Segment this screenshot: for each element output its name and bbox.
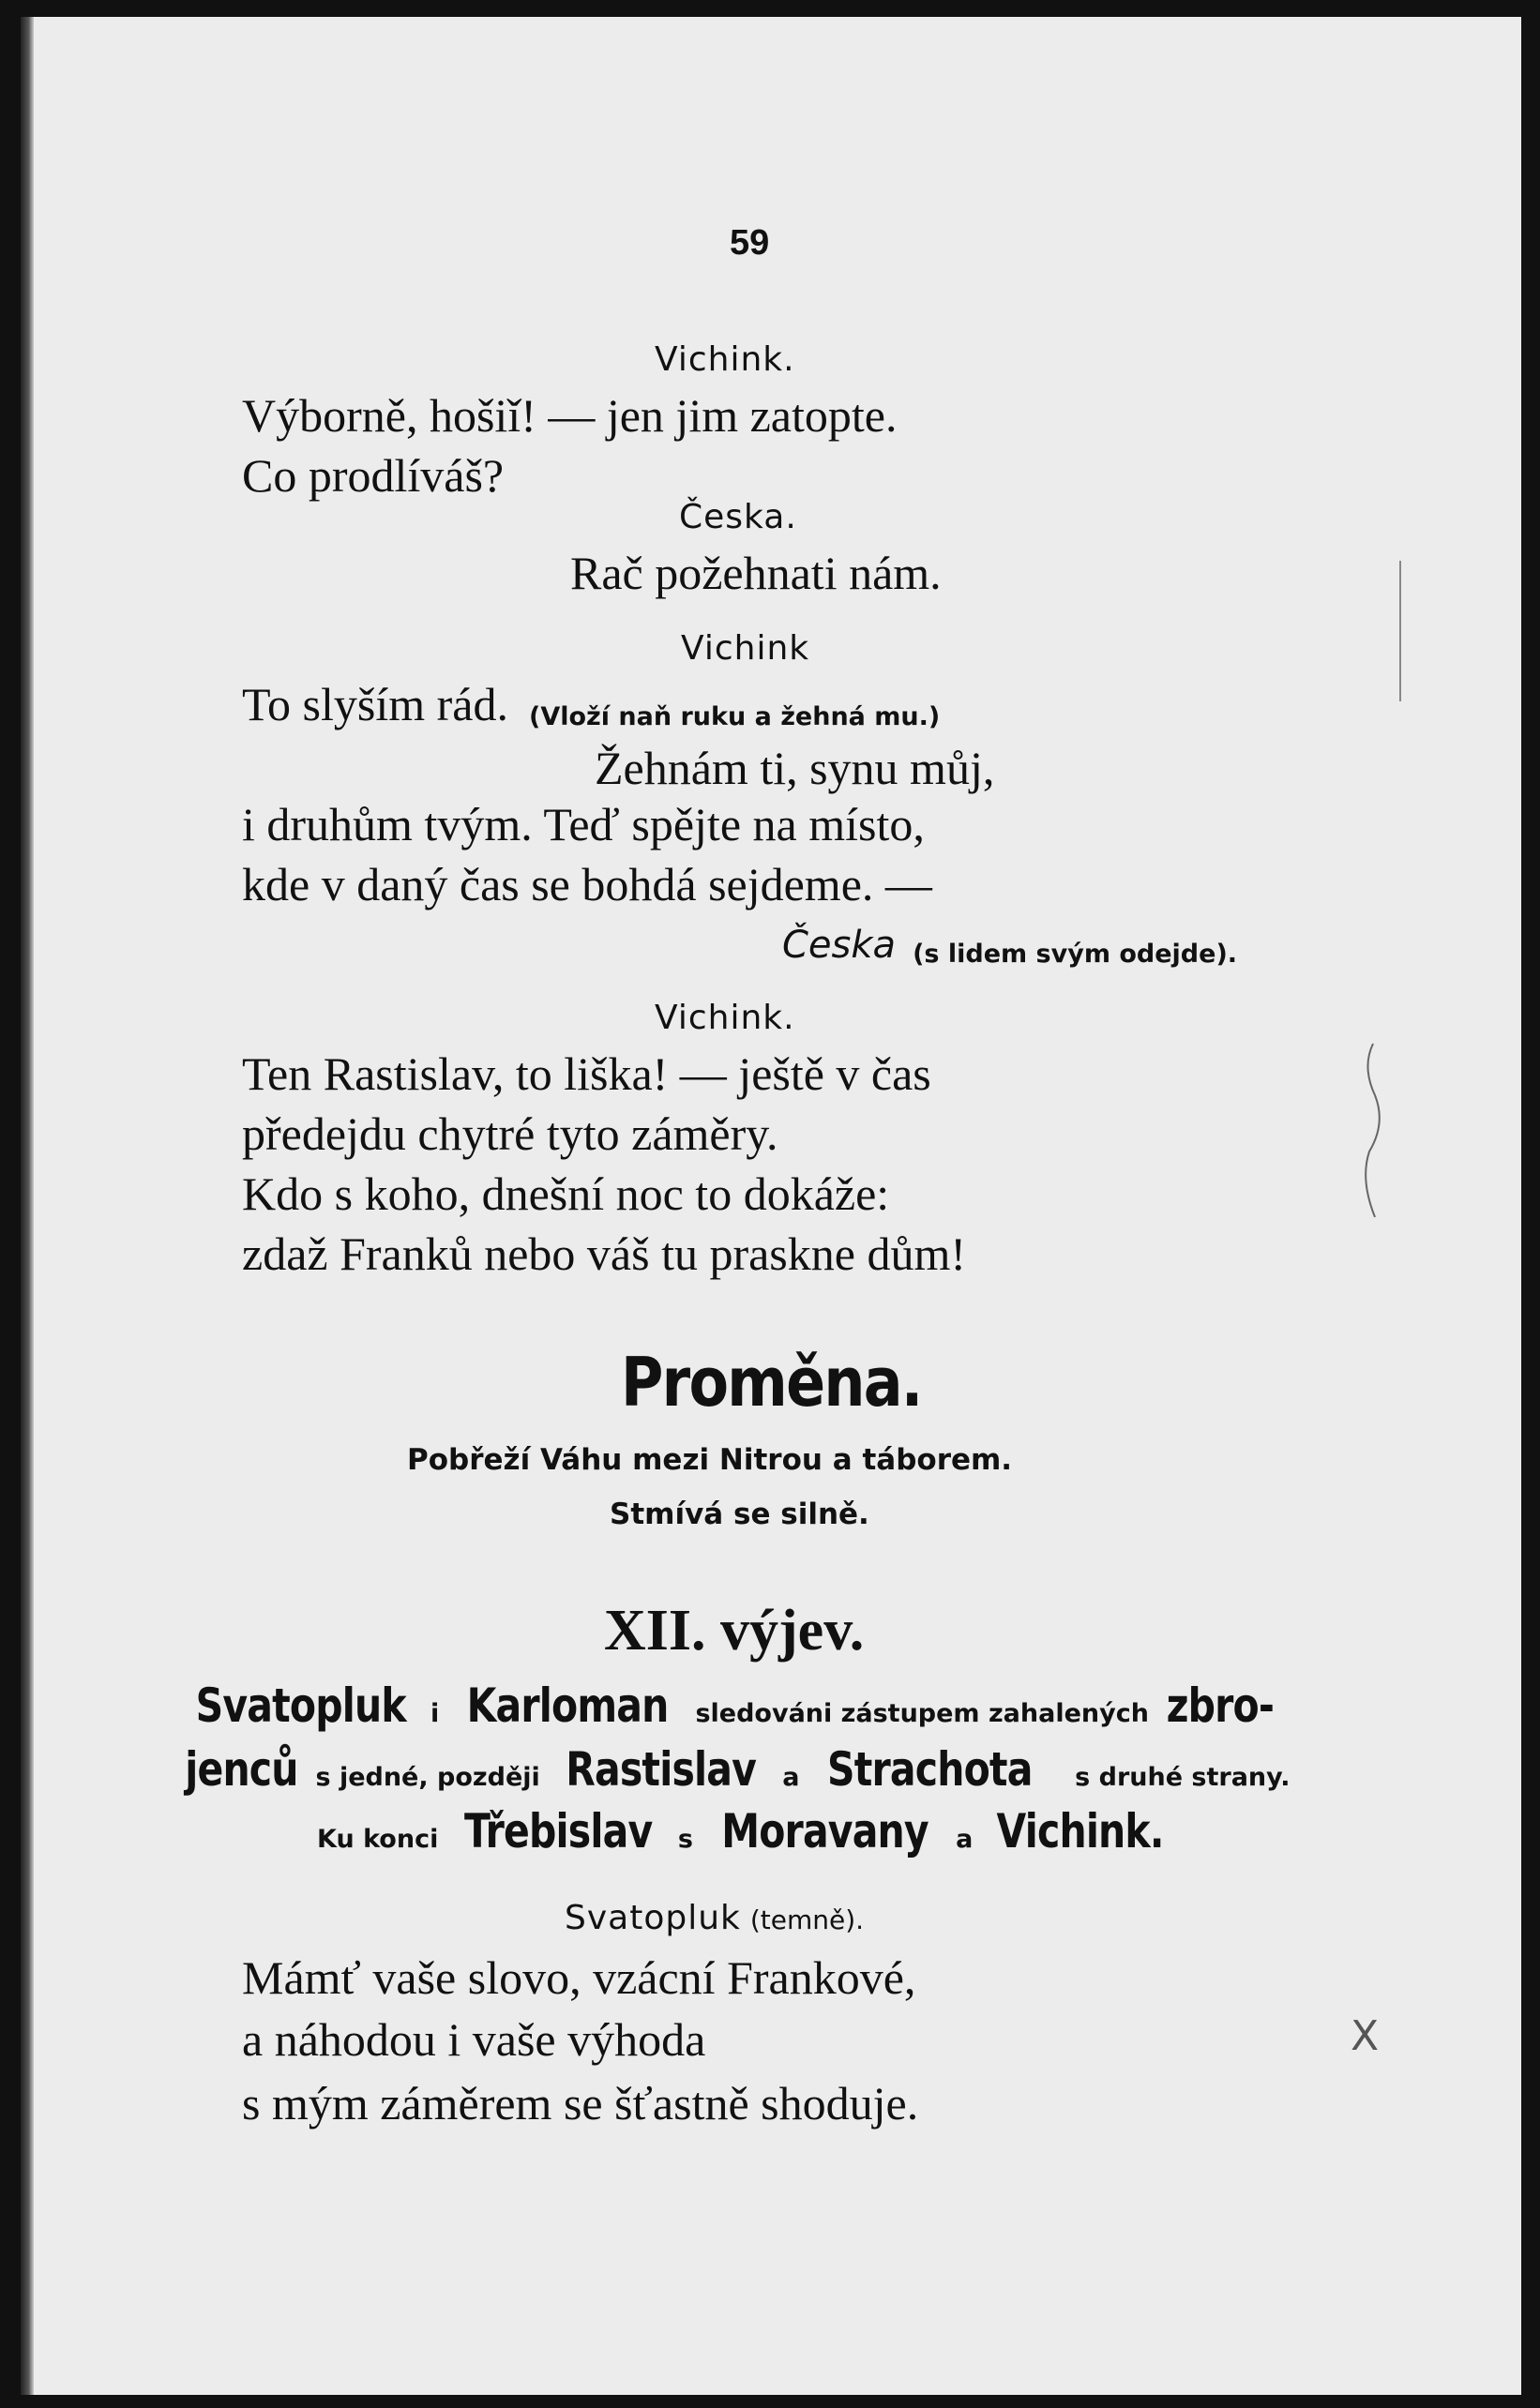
verse-line: Žehnám ti, synu můj, (595, 742, 995, 794)
cast-description: Ku konci (317, 1825, 439, 1854)
scene-heading: XII. výjev. (604, 1599, 865, 1663)
verse-text: To slyším rád. (242, 678, 508, 730)
verse-line: Ten Rastislav, to liška! — ještě v čas (242, 1047, 931, 1100)
stage-direction: (s lidem svým odejde). (913, 939, 1238, 969)
verse-line: a náhodou i vaše výhoda (242, 2013, 706, 2066)
verse-line: kde v daný čas se bohdá sejdeme. — (242, 858, 932, 911)
cast-line (317, 1804, 1182, 1859)
speaker-vichink: Vichink. (655, 999, 795, 1037)
speaker-vichink: Vichink (681, 629, 810, 668)
margin-x-mark: X (1351, 2012, 1380, 2060)
book-page (21, 17, 1521, 2395)
speaker-ceska: Česka. (679, 498, 797, 536)
speaker-svatopluk: Svatopluk (565, 1899, 741, 1937)
setting-description: Pobřeží Váhu mezi Nitrou a táborem. (407, 1443, 1013, 1477)
cast-name: Strachota (827, 1742, 1033, 1797)
setting-description: Stmívá se silně. (610, 1497, 869, 1531)
verse-line: i druhům tvým. Teď spějte na místo, (242, 798, 925, 850)
cast-name: Svatopluk (195, 1678, 406, 1733)
page-number: 59 (730, 223, 770, 263)
exit-direction (782, 926, 1237, 967)
verse-line: Výborně, hošiǐ! — jen jim zatopte. (242, 389, 898, 442)
cast-name: Vichink. (996, 1804, 1164, 1859)
verse-line: předejdu chytré tyto záměry. (242, 1107, 778, 1160)
binding-edge (21, 17, 34, 2395)
cast-description: sledováni zástupem zahalených (695, 1699, 1149, 1728)
cast-name: zbro- (1166, 1678, 1274, 1733)
cast-name: Rastislav (566, 1742, 757, 1797)
cast-description: s jedné, později (315, 1763, 540, 1792)
speaker-vichink: Vichink. (655, 340, 795, 379)
cast-name: Karloman (466, 1678, 669, 1733)
cast-name: jenců (185, 1742, 298, 1797)
cast-connector: a (956, 1825, 974, 1854)
verse-line: Mámť vaše slovo, vzácní Frankové, (242, 1951, 916, 2004)
verse-line: s mým záměrem se šťastně shoduje. (242, 2077, 919, 2130)
cast-line (173, 1742, 1291, 1797)
verse-line-with-direction (242, 678, 941, 731)
transformation-heading: Proměna. (621, 1343, 922, 1422)
exit-character: Česka (782, 924, 897, 967)
verse-line: Kdo s koho, dnešní noc to dokáže: (242, 1167, 890, 1220)
margin-pencil-line (1399, 561, 1401, 701)
cast-connector: s (677, 1825, 693, 1854)
verse-line: zdaž Franků nebo váš tu praskne dům! (242, 1227, 966, 1280)
cast-connector: a (782, 1763, 800, 1792)
cast-connector: i (430, 1699, 440, 1728)
margin-squiggle (1354, 1039, 1392, 1227)
stage-direction: (Vloží naň ruku a žehná mu.) (528, 701, 941, 731)
speaker-line (565, 1899, 865, 1937)
cast-line (173, 1678, 1285, 1733)
stage-direction: (temně). (749, 1904, 865, 1935)
cast-description: s druhé strany. (1075, 1763, 1291, 1792)
verse-line: Rač požehnati nám. (570, 547, 942, 599)
cast-name: Moravany (720, 1804, 929, 1859)
cast-name: Třebislav (463, 1804, 653, 1859)
verse-line: Co prodlíváš? (242, 449, 505, 502)
